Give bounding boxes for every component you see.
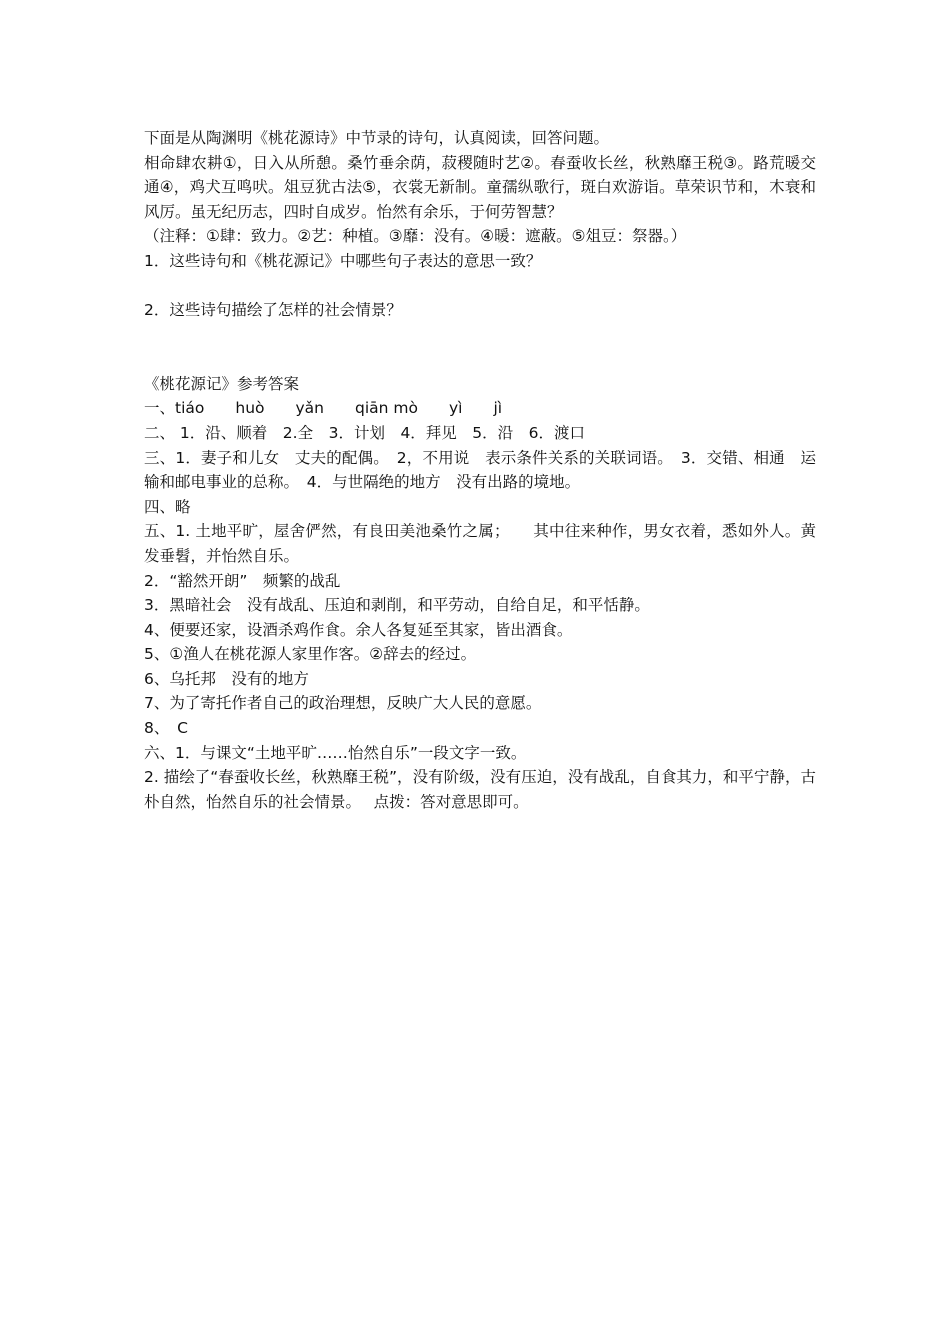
answer-item: 6、乌托邦 没有的地方 [144, 669, 309, 688]
answer-item: 2. 描绘了“春蚕收长丝，秋熟靡王税”，没有阶级，没有压迫，没有战乱，自食其力，和平宁静，古朴自然，怡然自乐的社会情景。 点拨：答对意思即可。 [144, 768, 816, 811]
question-1: 1．这些诗句和《桃花源记》中哪些句子表达的意思一致？ [144, 251, 542, 270]
answer-item: 五、1. 土地平旷，屋舍俨然，有良田美池桑竹之属； 其中往来种作，男女衣着，悉如外人。黄发垂髫，并怡然自乐。 [144, 522, 816, 565]
answer-title: 《桃花源记》参考答案 [144, 374, 300, 393]
answer-item: 8、 C [144, 719, 188, 738]
answer-item: 四、略 [144, 497, 191, 516]
question-intro: 下面是从陶渊明《桃花源诗》中节录的诗句，认真阅读，回答问题。 [144, 129, 610, 147]
answer-item: 5、①渔人在桃花源人家里作客。②辞去的经过。 [144, 645, 477, 664]
answer-item: 六、1．与课文“土地平旷……怡然自乐”一段文字一致。 [144, 743, 527, 762]
blank-line [144, 274, 816, 299]
answer-item: 二、 1．沿、顺着 2.全 3．计划 4．拜见 5．沿 6．渡口 [144, 423, 586, 442]
document-body [144, 126, 816, 814]
answer-item: 一、tiáo huò yǎn qiān mò yì jì [144, 399, 503, 418]
question-2: 2．这些诗句描绘了怎样的社会情景？ [144, 301, 402, 320]
blank-space [144, 323, 816, 372]
poem-notes: （注释：①肆：致力。②艺：种植。③靡：没有。④暖：遮蔽。⑤俎豆：祭器。） [144, 227, 687, 246]
answer-item: 4、便要还家，设酒杀鸡作食。余人各复延至其家，皆出酒食。 [144, 620, 573, 639]
poem-text: 相命肆农耕①，日入从所憩。桑竹垂余荫，菽稷随时艺②。春蚕收长丝，秋熟靡王税③。路荒暖交通④，鸡犬互鸣吠。俎豆犹古法⑤，衣裳无新制。童孺纵歌行，斑白欢游诣。草荣识节和，木衰和风厉。虽无纪历志，四时自成岁。怡然有余乐，于何劳智慧？ [144, 153, 816, 221]
answer-item: 7、为了寄托作者自己的政治理想，反映广大人民的意愿。 [144, 694, 542, 713]
answer-item: 3．黑暗社会 没有战乱、压迫和剥削，和平劳动，自给自足，和平恬静。 [144, 596, 650, 615]
answer-item: 2．“豁然开朗” 频繁的战乱 [144, 571, 341, 590]
answer-item: 三、1．妻子和儿女 丈夫的配偶。 2，不用说 表示条件关系的关联词语。 3．交错、相通 运输和邮电事业的总称。 4．与世隔绝的地方 没有出路的境地。 [144, 448, 816, 492]
